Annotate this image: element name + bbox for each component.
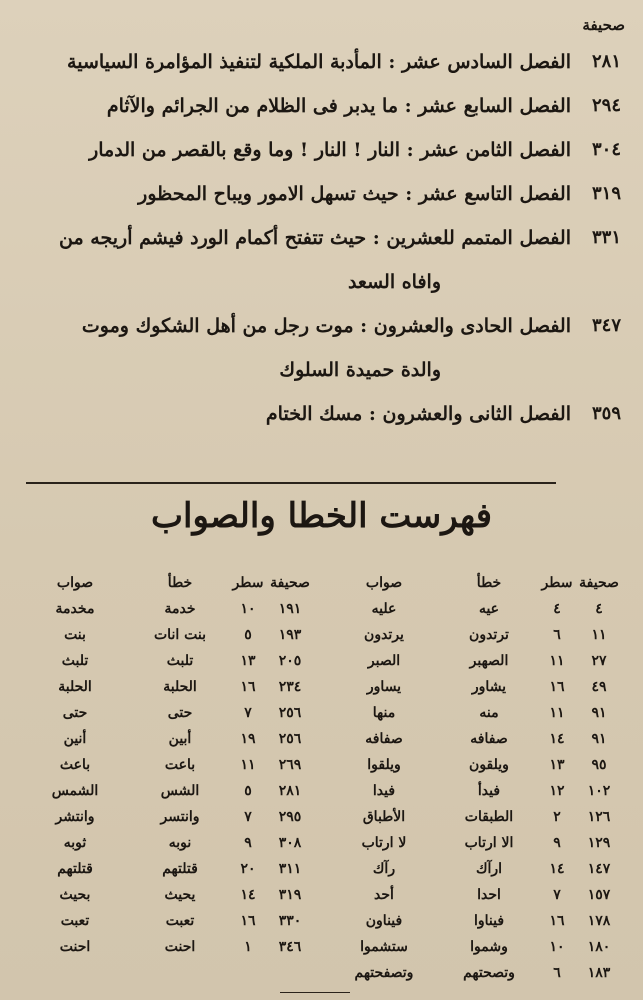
toc-line: الفصل الثامن عشر : النار ! النار ! وما وقع بالقصر من الدمار	[89, 139, 571, 161]
errata-wrong: تلبث	[166, 653, 194, 669]
errata-row	[14, 622, 314, 648]
errata-line: ٤	[553, 601, 561, 617]
errata-page: ٢٦٩	[278, 757, 302, 773]
toc-chapter-title	[89, 128, 571, 172]
errata-row	[313, 622, 623, 648]
header-wrong: خطأ	[167, 575, 193, 591]
toc-page-number: ٣٤٧	[591, 315, 621, 336]
errata-row	[14, 804, 314, 830]
page-column-label: صحيفة	[582, 16, 625, 34]
errata-page: ٩١	[591, 705, 607, 721]
errata-right: أنين	[63, 731, 87, 747]
errata-line: ١٠	[549, 939, 565, 955]
toc-line: الفصل السابع عشر : ما يدبر فى الظلام من الجرائم والآثام	[106, 95, 571, 117]
errata-wrong: الا ارتاب	[464, 835, 514, 851]
errata-right: تعبت	[60, 913, 90, 929]
toc-page-number: ٢٩٤	[591, 95, 621, 116]
errata-line: ٢٠	[240, 861, 256, 877]
errata-page: ١٨٣	[587, 965, 611, 981]
errata-title: فهرست الخطا والصواب	[151, 496, 492, 536]
toc-chapter-title	[82, 304, 571, 392]
errata-wrong: ارآك	[475, 861, 503, 877]
toc-line: الفصل التاسع عشر : حيث تسهل الامور ويباح المحظور	[138, 183, 571, 205]
toc-entry	[21, 84, 621, 128]
errata-line: ١٠	[240, 601, 256, 617]
errata-wrong: وتصحتهم	[463, 965, 515, 981]
toc-line: الفصل المتمم للعشرين : حيث تتفتح أكمام الورد فيشم أريجه من	[59, 227, 571, 249]
errata-page: ١٤٧	[587, 861, 611, 877]
errata-wrong: احدا	[477, 887, 501, 903]
header-line: سطر	[541, 575, 573, 591]
toc-chapter-title	[138, 172, 571, 216]
errata-line: ٢	[553, 809, 561, 825]
toc-line: الفصل الثانى والعشرون : مسك الختام	[265, 403, 571, 425]
errata-page: ٢٩٥	[278, 809, 302, 825]
errata-page: ١٧٨	[587, 913, 611, 929]
errata-wrong: الحلبة	[163, 679, 197, 695]
errata-page: ٣٣٠	[278, 913, 302, 929]
errata-page: ٤٩	[591, 679, 607, 695]
errata-line: ١٣	[549, 757, 565, 773]
errata-right: باعث	[59, 757, 91, 773]
errata-wrong: ترتدون	[469, 627, 509, 643]
errata-line: ٥	[244, 783, 252, 799]
errata-row	[14, 934, 314, 960]
errata-right: يساور	[366, 679, 402, 695]
errata-line: ١٦	[240, 913, 256, 929]
errata-page: ١٢٩	[587, 835, 611, 851]
toc-page-number: ٢٨١	[591, 51, 621, 72]
toc-page-number: ٣٣١	[591, 227, 621, 248]
errata-right: الأطباق	[362, 809, 406, 825]
errata-line: ٩	[553, 835, 561, 851]
errata-wrong: صفافه	[470, 731, 508, 747]
errata-row	[14, 882, 314, 908]
errata-wrong: الصهبر	[469, 653, 509, 669]
errata-wrong: منه	[479, 705, 499, 721]
toc-page-number: ٣٠٤	[591, 139, 621, 160]
errata-line: ١١	[240, 757, 256, 773]
errata-page: ٩١	[591, 731, 607, 747]
errata-line: ١١	[549, 653, 565, 669]
header-right: صواب	[56, 575, 94, 591]
errata-page: ٢٨١	[278, 783, 302, 799]
errata-row	[313, 778, 623, 804]
errata-line: ١٤	[549, 731, 565, 747]
errata-wrong: يشاور	[471, 679, 507, 695]
header-right: صواب	[365, 575, 403, 591]
toc-page-number: ٣١٩	[591, 183, 621, 204]
toc-line: وافاه السعد	[347, 271, 441, 293]
errata-wrong: فيدأ	[477, 783, 501, 799]
toc-entry	[21, 392, 621, 436]
toc-page-number: ٣٥٩	[591, 403, 621, 424]
errata-row	[14, 830, 314, 856]
errata-page: ٣٤٦	[278, 939, 302, 955]
header-line: سطر	[232, 575, 264, 591]
errata-right: لا ارتاب	[361, 835, 407, 851]
errata-line: ٦	[553, 965, 561, 981]
toc-chapter-title	[59, 216, 571, 304]
errata-line: ١٦	[549, 913, 565, 929]
errata-wrong: نوبه	[168, 835, 192, 851]
errata-page: ٢٥٦	[278, 731, 302, 747]
errata-wrong: أبين	[168, 731, 192, 747]
errata-line: ٧	[553, 887, 561, 903]
errata-row	[313, 908, 623, 934]
errata-header-row	[313, 570, 623, 596]
errata-right: احنت	[59, 939, 91, 955]
errata-wrong: احنت	[164, 939, 196, 955]
errata-wrong: الشس	[160, 783, 200, 799]
errata-right: ويلقوا	[367, 757, 401, 773]
errata-line: ١٩	[240, 731, 256, 747]
errata-line: ٦	[553, 627, 561, 643]
errata-line: ١١	[549, 705, 565, 721]
errata-right: تلبث	[61, 653, 89, 669]
errata-row	[313, 934, 623, 960]
errata-row	[313, 960, 623, 986]
errata-row	[14, 856, 314, 882]
errata-page: ٤	[595, 601, 603, 617]
errata-page: ٣٠٨	[278, 835, 302, 851]
errata-row	[14, 700, 314, 726]
errata-right: بحيث	[59, 887, 91, 903]
errata-right: الصبر	[367, 653, 401, 669]
errata-wrong: حتى	[167, 705, 193, 721]
errata-row	[313, 752, 623, 778]
errata-row	[313, 726, 623, 752]
errata-right: حتى	[62, 705, 88, 721]
errata-page: ١٩١	[278, 601, 302, 617]
errata-row	[313, 882, 623, 908]
errata-page: ١٩٣	[278, 627, 302, 643]
errata-line: ١٦	[240, 679, 256, 695]
errata-row	[14, 648, 314, 674]
errata-right: وتصفحتهم	[354, 965, 414, 981]
errata-right: فيدا	[372, 783, 396, 799]
toc-chapter-title	[107, 84, 571, 128]
errata-wrong: ويلقون	[469, 757, 509, 773]
header-page: صحيفة	[270, 575, 310, 591]
errata-page: ١٥٧	[587, 887, 611, 903]
errata-row	[14, 726, 314, 752]
errata-column-right	[313, 570, 623, 986]
errata-line: ٧	[244, 809, 252, 825]
errata-row	[14, 778, 314, 804]
errata-right: الحلبة	[58, 679, 92, 695]
errata-row	[313, 700, 623, 726]
errata-row	[313, 648, 623, 674]
errata-right: منها	[372, 705, 396, 721]
errata-row	[14, 752, 314, 778]
toc-chapter-title	[266, 392, 571, 436]
errata-wrong: تعبت	[165, 913, 195, 929]
toc-line: الفصل السادس عشر : المأدبة الملكية لتنفيذ المؤامرة السياسية	[67, 51, 571, 73]
errata-wrong: يحيث	[164, 887, 196, 903]
errata-wrong: خدمة	[164, 601, 196, 617]
toc-entry	[21, 40, 621, 84]
errata-wrong: فيناوا	[473, 913, 505, 929]
errata-line: ١٣	[240, 653, 256, 669]
errata-line: ١٤	[240, 887, 256, 903]
errata-page: ١٢٦	[587, 809, 611, 825]
errata-row	[14, 674, 314, 700]
toc-entry	[21, 128, 621, 172]
errata-wrong: الطبقات	[464, 809, 514, 825]
errata-page: ١٠٢	[587, 783, 611, 799]
errata-line: ١٢	[549, 783, 565, 799]
errata-right: بنت	[64, 627, 86, 643]
errata-wrong: وشموا	[470, 939, 508, 955]
errata-row	[313, 674, 623, 700]
toc-line: الفصل الحادى والعشرون : موت رجل من أهل الشكوك وموت	[81, 315, 571, 337]
errata-wrong: بنت انات	[154, 627, 206, 643]
errata-line: ١٦	[549, 679, 565, 695]
divider	[26, 482, 556, 484]
errata-right: مخدمة	[55, 601, 95, 617]
errata-page: ٢٠٥	[278, 653, 302, 669]
toc-entry	[21, 304, 621, 392]
errata-row	[14, 908, 314, 934]
toc-entry	[21, 216, 621, 304]
errata-row	[313, 856, 623, 882]
errata-right: الشمس	[51, 783, 99, 799]
toc-line: والدة حميدة السلوك	[279, 359, 441, 381]
errata-header-row	[14, 570, 314, 596]
errata-row	[313, 804, 623, 830]
table-of-contents	[21, 40, 621, 436]
errata-row	[313, 596, 623, 622]
footer-divider	[280, 992, 350, 993]
errata-page: ٢٣٤	[278, 679, 302, 695]
errata-right: قتلتهم	[57, 861, 93, 877]
errata-row	[14, 596, 314, 622]
errata-line: ٥	[244, 627, 252, 643]
errata-line: ١	[244, 939, 252, 955]
errata-wrong: قتلتهم	[162, 861, 198, 877]
errata-page: ٣١٩	[278, 887, 302, 903]
errata-right: صفافه	[365, 731, 403, 747]
errata-wrong: وانتسر	[160, 809, 200, 825]
errata-line: ٧	[244, 705, 252, 721]
errata-right: ثوبه	[63, 835, 87, 851]
errata-right: رآك	[372, 861, 396, 877]
errata-right: يرتدون	[364, 627, 404, 643]
errata-column-left	[14, 570, 314, 960]
errata-page: ٢٥٦	[278, 705, 302, 721]
errata-wrong: باعت	[164, 757, 196, 773]
errata-wrong: عيه	[478, 601, 500, 617]
header-wrong: خطأ	[476, 575, 502, 591]
errata-line: ٩	[244, 835, 252, 851]
errata-page: ٣١١	[278, 861, 302, 877]
errata-right: أحد	[374, 887, 394, 903]
errata-right: وانتشر	[55, 809, 95, 825]
toc-chapter-title	[67, 40, 571, 84]
errata-page: ٩٥	[591, 757, 607, 773]
errata-row	[313, 830, 623, 856]
errata-line: ١٤	[549, 861, 565, 877]
toc-entry	[21, 172, 621, 216]
errata-page: ١١	[591, 627, 607, 643]
header-page: صحيفة	[579, 575, 619, 591]
errata-page: ٢٧	[591, 653, 607, 669]
errata-right: ستشموا	[360, 939, 408, 955]
errata-right: عليه	[371, 601, 397, 617]
errata-page: ١٨٠	[587, 939, 611, 955]
errata-right: فيناون	[365, 913, 403, 929]
